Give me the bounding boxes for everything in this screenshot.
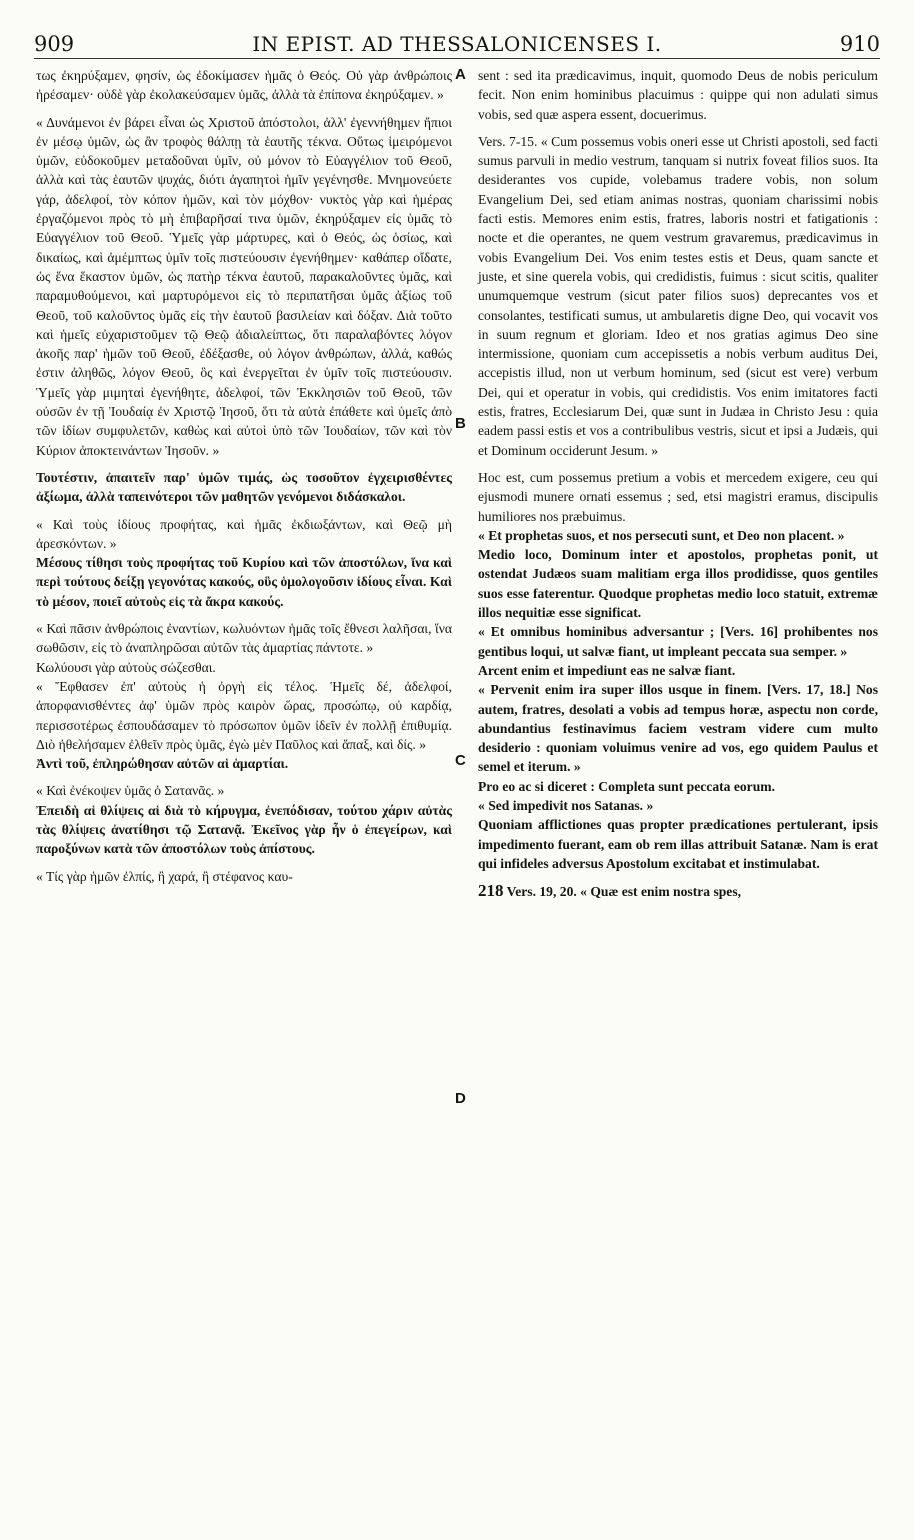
section-marker-b: B xyxy=(455,415,466,432)
latin-paragraph: Arcent enim et impediunt eas ne salvæ fiant. xyxy=(478,662,736,678)
running-header xyxy=(34,32,880,59)
latin-paragraph: Pro eo ac si diceret : Completa sunt peccata eorum. xyxy=(478,778,775,794)
greek-paragraph: « Τίς γὰρ ἡμῶν ἐλπίς, ἢ χαρά, ἢ στέφανος καυ- xyxy=(36,868,293,884)
latin-paragraph: « Pervenit enim ira super illos usque in finem. [Vers. 17, 18.] Nos autem, fratres, desolati a vobis ad tempus horæ, aspectu non corde, abundantius festinavimus faciem vestram videre cum multo desiderio : quoniam voluimus venire ad vos, ego quidem Paulus et semel et iterum. » xyxy=(478,682,878,775)
latin-footer-line xyxy=(478,881,878,901)
section-marker-c: C xyxy=(455,752,466,769)
greek-column xyxy=(36,66,452,886)
latin-column xyxy=(478,66,878,901)
greek-paragraph: « Καὶ ἐνέκοψεν ὑμᾶς ὁ Σατανᾶς. » xyxy=(36,783,225,799)
latin-paragraph: sent : sed ita prædicavimus, inquit, quomodo Deus de nobis periculum fecit. Non enim hominibus placuimus : quippe qui non adulati simus vobis, sed quæ aspera essent, docuerimus. xyxy=(478,68,878,122)
latin-paragraph: Medio loco, Dominum inter et apostolos, prophetas ponit, ut ostendat Judæos suam malitiam erga illos prodidisse, quos gentiles suos esse faterentur. Quodque prophetas medio loco statuit, extremæ illos nequitiæ esse significat. xyxy=(478,547,878,621)
folio-number: 218 xyxy=(478,881,504,901)
greek-paragraph: « Καὶ πᾶσιν ἀνθρώποις ἐναντίων, κωλυόντων ἡμᾶς τοῖς ἔθνεσι λαλῆσαι, ἵνα σωθῶσιν, εἰς τὸ ἀναπληρῶσαι αὐτῶν τὰς ἁμαρτίας πάντοτε. » xyxy=(36,621,452,656)
latin-paragraph: Hoc est, cum possemus pretium a vobis et mercedem exigere, ceu qui ejusmodi munere ornati essemus ; sed, etsi magistri eramus, discipulis humiliores nos præbuimus. xyxy=(478,469,878,524)
greek-paragraph: Τουτέστιν, ἀπαιτεῖν παρ' ὑμῶν τιμάς, ὡς τοσοῦτον ἐγχειρισθέντες ἀξίωμα, ἀλλὰ ταπεινότεροι τῶν μαθητῶν γενόμενοι διδάσκαλοι. xyxy=(36,469,452,505)
greek-paragraph: τως ἐκηρύξαμεν, φησίν, ὡς ἐδοκίμασεν ἡμᾶς ὁ Θεός. Οὐ γὰρ ἀνθρώποις ἠρέσαμεν· οὐδὲ γὰρ ἐκολακεύσαμεν ὑμᾶς, ἀλλὰ τὰ ἐπίπονα ἐκηρύξαμεν. » xyxy=(36,68,452,103)
greek-paragraph: Μέσους τίθησι τοὺς προφήτας τοῦ Κυρίου καὶ τῶν ἀποστόλων, ἵνα καὶ περὶ τούτους δείξῃ γεγονότας κακούς, οὓς ὁμολογοῦσιν ἰδίους εἶναι. Καὶ τὸ μέσον, ποιεῖ αὐτοὺς εἰς τὰ ἄκρα κακούς. xyxy=(36,555,452,609)
section-marker-a: A xyxy=(455,66,466,83)
page-number-left: 909 xyxy=(34,32,75,56)
page-title: IN EPIST. AD THESSALONICENSES I. xyxy=(252,32,662,56)
latin-paragraph: Quoniam afflictiones quas propter prædicationes pertulerant, ipsis impedimento fuerant, eam ob rem illas attribuit Satanæ. Nam is erat qui infideles adversus Apostolum excitabat et instimulabat. xyxy=(478,817,878,871)
latin-paragraph: « Et prophetas suos, et nos persecuti sunt, et Deo non placent. » xyxy=(478,527,845,543)
latin-paragraph: Vers. 19, 20. « Quæ est enim nostra spes, xyxy=(506,884,742,900)
page-number-right: 910 xyxy=(839,32,880,56)
greek-paragraph: Ἐπειδὴ αἱ θλίψεις αἱ διὰ τὸ κήρυγμα, ἐνεπόδισαν, τούτου χάριν αὐτὰς τὰς θλίψεις ἀνατίθησι τῷ Σατανᾷ. Ἐκεῖνος γὰρ ἦν ὁ ἐπεγείρων, καὶ παροξύνων κατὰ τῶν ἀποστόλων τοὺς ἀπίστους. xyxy=(36,802,452,857)
greek-paragraph: Κωλύουσι γὰρ αὐτοὺς σώζεσθαι. xyxy=(36,659,216,675)
latin-paragraph: « Sed impedivit nos Satanas. » xyxy=(478,797,654,813)
section-marker-d: D xyxy=(455,1090,466,1107)
greek-paragraph: « Καὶ τοὺς ἰδίους προφήτας, καὶ ἡμᾶς ἐκδιωξάντων, καὶ Θεῷ μὴ ἀρεσκόντων. » xyxy=(36,516,452,551)
latin-paragraph: « Et omnibus hominibus adversantur ; [Vers. 16] prohibentes nos gentibus loqui, ut salvæ fiant, ut impleant peccata sua semper. » xyxy=(478,624,878,659)
latin-paragraph: Vers. 7-15. « Cum possemus vobis oneri esse ut Christi apostoli, sed facti sumus parvuli in medio vestrum, tanquam si nutrix foveat filios suos. Ita desiderantes vos cupide, volebamus tradere vobis, non solum Evangelium Dei, sed etiam animas nostras, quoniam charissimi nobis facti estis. Memores enim estis, fratres, laboris nostri et fatigationis : nocte et die operantes, ne quem vestrum gravaremus, prædicavimus in vobis Evangelium Dei. Vos enim testes estis et Deus, quam sancte et juste, et sine querela vobis, qui credidistis, fuimus : sicut scitis, qualiter unumquemque vestrum (sicut pater filios suos) deprecantes vos et consolantes, testificati sumus, ut ambularetis digne Deo, qui vocavit vos in suum regnum et gloriam. Ideo et nos gratias agimus Deo sine intermissione, quoniam cum accepissetis a nobis verbum auditus Dei, accepistis illud, non ut verbum hominum, sed (sicut est vere) verbum Dei, qui et operatur in vobis, qui credidistis. Vos enim imitatores facti estis, fratres, Ecclesiarum Dei, quæ sunt in Judæa in Christo Jesu : quia eadem passi estis et vos a contribulibus vestris, sicut et ipsi a Judæis, qui et Dominum occiderunt Jesum. » xyxy=(478,133,878,458)
greek-paragraph: Ἀντὶ τοῦ, ἐπληρώθησαν αὐτῶν αἱ ἁμαρτίαι. xyxy=(36,756,289,772)
greek-paragraph: « Δυνάμενοι ἐν βάρει εἶναι ὡς Χριστοῦ ἀπόστολοι, ἀλλ' ἐγεννήθημεν ἤπιοι ἐν μέσῳ ὑμῶν, ὡς ἂν τροφὸς θάλπῃ τὰ ἑαυτῆς τέκνα. Οὕτως ἱμειρόμενοι ὑμῶν, εὐδοκοῦμεν μεταδοῦναι ὑμῖν, οὐ μόνον τὸ Εὐαγγέλιον τοῦ Θεοῦ, ἀλλὰ καὶ τὰς ἑαυτῶν ψυχάς, διότι ἀγαπητοὶ ἡμῖν γεγένησθε. Μνημονεύετε γάρ, ἀδελφοί, τὸν κόπον ἡμῶν, καὶ τὸν μόχθον· νυκτὸς γὰρ καὶ ἡμέρας ἐργαζόμενοι πρὸς τὸ μὴ ἐπιβαρῆσαί τινα ὑμῶν, ἐκηρύξαμεν εἰς ὑμᾶς τὸ Εὐαγγέλιον τοῦ Θεοῦ. Ὑμεῖς γὰρ μάρτυρες, καὶ ὁ Θεός, ὡς ὁσίως, καὶ δικαίως, καὶ ἀμέμπτως ὑμῖν τοῖς πιστεύουσιν ἐγενήθημεν· καθάπερ οἴδατε, ὡς ἕνα ἕκαστον ὑμῶν, ὡς πατὴρ τέκνα ἑαυτοῦ, παρακαλοῦντες ὑμᾶς, καὶ παραμυθούμενοι, καὶ μαρτυρόμενοι εἰς τὸ περιπατῆσαι ὑμᾶς ἀξίως τοῦ Θεοῦ, τοῦ καλοῦντος ὑμᾶς εἰς τὴν ἑαυτοῦ βασιλείαν καὶ δόξαν. Διὰ τοῦτο καὶ ἡμεῖς εὐχαριστοῦμεν τῷ Θεῷ ἀδιαλείπτως, ὅτι παραλαβόντες λόγον ἀκοῆς παρ' ἡμῶν τοῦ Θεοῦ, ἐδέξασθε, οὐ λόγον ἀνθρώπων, ἀλλά, καθώς ἐστιν ἀληθῶς, λόγον Θεοῦ, ὃς καὶ ἐνεργεῖται ἐν ὑμῖν τοῖς πιστεύουσιν. Ὑμεῖς γὰρ μιμηταὶ ἐγενήθητε, ἀδελφοί, τῶν Ἐκκλησιῶν τοῦ Θεοῦ, τῶν οὐσῶν ἐν τῇ Ἰουδαίᾳ ἐν Χριστῷ Ἰησοῦ, ὅτι τὰ αὐτὰ ἐπάθετε καὶ ὑμεῖς ἀπὸ τῶν ἰδίων συμφυλετῶν, καθὼς καὶ αὐτοὶ ὑπὸ τῶν Ἰουδαίων, τῶν καὶ τὸν Κύριον ἀποκτεινάντων Ἰησοῦν. » xyxy=(36,114,452,458)
greek-paragraph: « Ἔφθασεν ἐπ' αὐτοὺς ἡ ὀργὴ εἰς τέλος. Ἡμεῖς δέ, ἀδελφοί, ἀπορφανισθέντες ἀφ' ὑμῶν πρὸς καιρὸν ὥρας, προσώπῳ, οὐ καρδίᾳ, περισσοτέρως ἐσπουδάσαμεν τὸ πρόσωπον ὑμῶν ἰδεῖν ἐν πολλῇ ἐπιθυμίᾳ. Διὸ ἠθελήσαμεν ἐλθεῖν πρὸς ὑμᾶς, ἐγὼ μὲν Παῦλος καὶ ἅπαξ, καὶ δίς. » xyxy=(36,678,452,752)
